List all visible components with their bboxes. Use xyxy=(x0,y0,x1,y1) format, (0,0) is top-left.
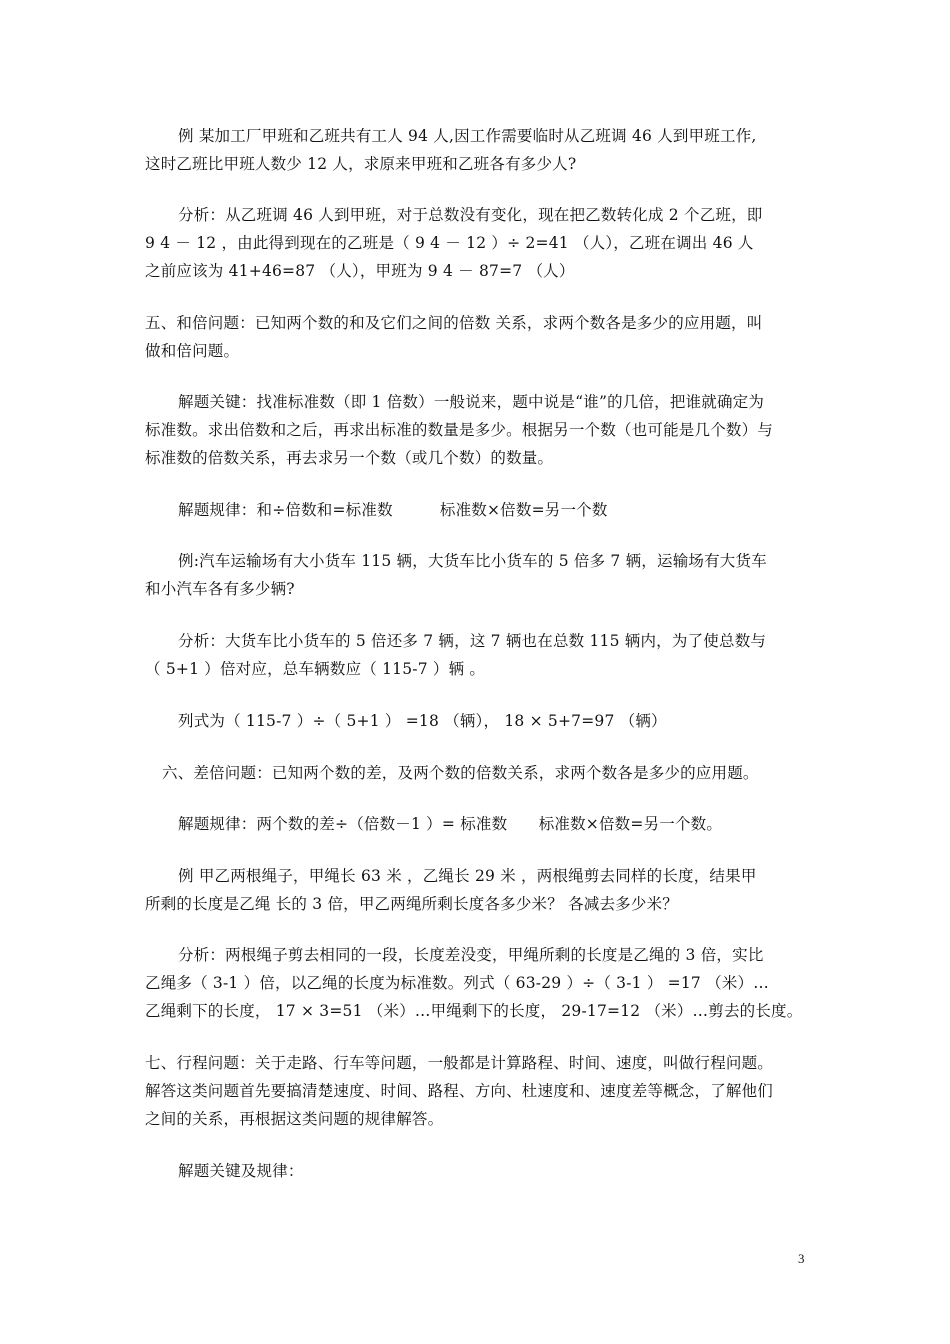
text-line: 例:汽车运输场有大小货车 115 辆，大货车比小货车的 5 倍多 7 辆，运输场有大货车 xyxy=(178,552,767,570)
text-line: 分析：从乙班调 46 人到甲班，对于总数没有变化，现在把乙数转化成 2 个乙班，即 xyxy=(178,206,763,224)
text-line: 解题关键：找准标准数（即 1 倍数）一般说来，题中说是“谁”的几倍，把谁就确定为 xyxy=(178,393,765,411)
text-line: 解答这类问题首先要搞清楚速度、时间、路程、方向、杜速度和、速度差等概念，了解他们 xyxy=(145,1082,774,1100)
text-line: 和小汽车各有多少辆? xyxy=(145,580,295,598)
page-number: 3 xyxy=(798,1251,805,1266)
text-line: 标准数。求出倍数和之后，再求出标准的数量是多少。根据另一个数（也可能是几个数）与 xyxy=(145,421,774,439)
text-line: 标准数的倍数关系，再去求另一个数（或几个数）的数量。 xyxy=(145,449,554,467)
text-line: 解题规律：两个数的差÷（倍数－1 ）= 标准数 标准数×倍数=另一个数。 xyxy=(178,815,723,833)
text-line: 解题规律：和÷倍数和=标准数 标准数×倍数=另一个数 xyxy=(178,501,608,519)
text-line: 之前应该为 41+46=87 （人），甲班为 9 4 － 87=7 （人） xyxy=(145,262,575,280)
section-heading: 六、差倍问题：已知两个数的差，及两个数的倍数关系，求两个数各是多少的应用题。 xyxy=(162,764,759,782)
text-line: 做和倍问题。 xyxy=(145,342,240,360)
text-line: 这时乙班比甲班人数少 12 人，求原来甲班和乙班各有多少人? xyxy=(145,155,577,173)
text-line: 解题关键及规律： xyxy=(178,1162,304,1180)
text-line: 例 甲乙两根绳子，甲绳长 63 米 ，乙绳长 29 米 ，两根绳剪去同样的长度，结果甲 xyxy=(178,867,757,885)
text-line: 9 4 － 12 ，由此得到现在的乙班是（ 9 4 － 12 ）÷ 2=41 （人），乙班在调出 46 人 xyxy=(145,234,754,252)
section-heading: 五、和倍问题：已知两个数的和及它们之间的倍数 关系，求两个数各是多少的应用题，叫 xyxy=(145,314,763,332)
text-line: 之间的关系，再根据这类问题的规律解答。 xyxy=(145,1110,444,1128)
text-line: 列式为（ 115-7 ）÷（ 5+1 ） =18 （辆）， 18 × 5+7=97 （辆） xyxy=(178,712,667,730)
text-line: 乙绳剩下的长度， 17 × 3=51 （米）…甲绳剩下的长度， 29-17=12 （米）…剪去的长度。 xyxy=(145,1002,803,1020)
section-heading: 七、行程问题：关于走路、行车等问题，一般都是计算路程、时间、速度，叫做行程问题。 xyxy=(145,1054,774,1072)
text-line: 乙绳多（ 3-1 ）倍，以乙绳的长度为标准数。列式（ 63-29 ）÷（ 3-1 ） =17 （米）… xyxy=(145,974,769,992)
text-line: （ 5+1 ）倍对应，总车辆数应（ 115-7 ）辆 。 xyxy=(145,660,486,678)
text-line: 例 某加工厂甲班和乙班共有工人 94 人,因工作需要临时从乙班调 46 人到甲班工作, xyxy=(178,127,757,145)
text-line: 所剩的长度是乙绳 长的 3 倍，甲乙两绳所剩长度各多少米？ 各减去多少米？ xyxy=(145,895,678,913)
text-line: 分析：两根绳子剪去相同的一段，长度差没变，甲绳所剩的长度是乙绳的 3 倍，实比 xyxy=(178,946,764,964)
text-line: 分析：大货车比小货车的 5 倍还多 7 辆，这 7 辆也在总数 115 辆内，为了使总数与 xyxy=(178,632,767,650)
